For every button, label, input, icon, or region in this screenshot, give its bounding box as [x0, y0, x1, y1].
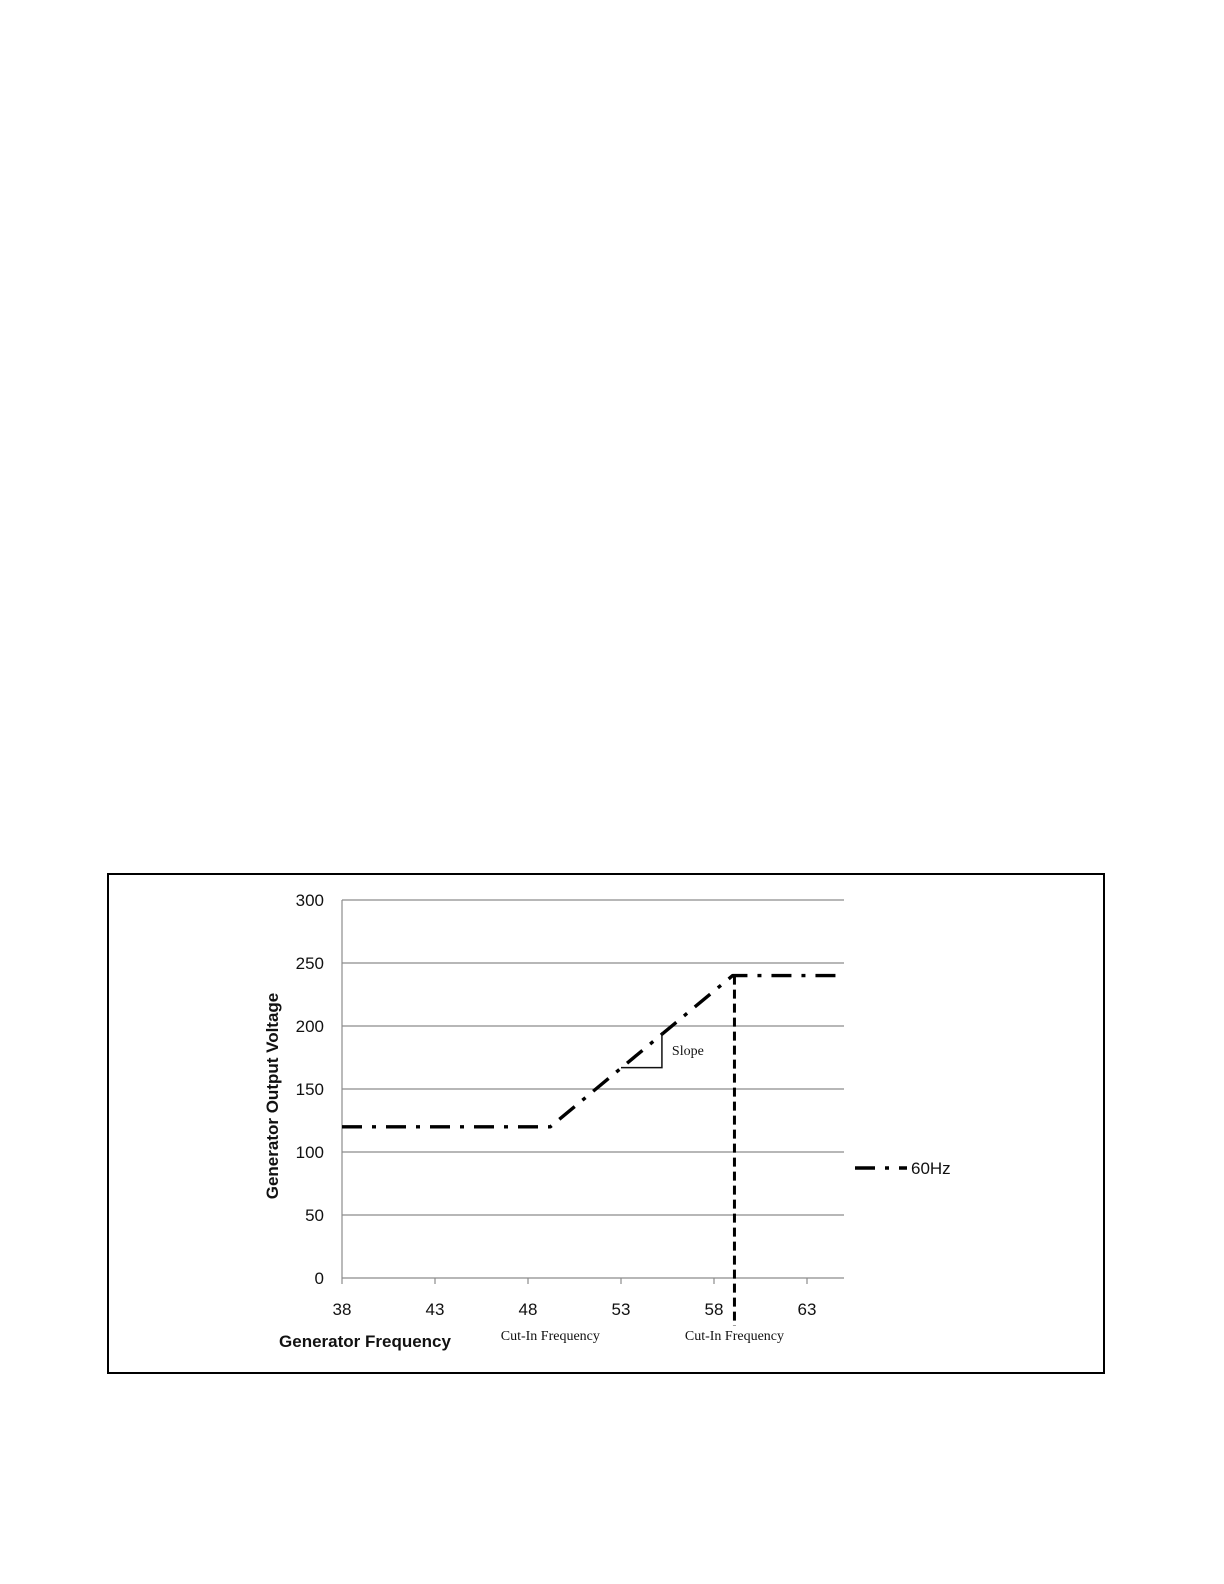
x-tick-label: 48 — [518, 1300, 538, 1319]
x-tick-label: 43 — [425, 1300, 445, 1319]
y-tick-label: 200 — [295, 1017, 324, 1036]
x-axis-ticks — [333, 1278, 817, 1319]
y-tick-label: 0 — [314, 1269, 324, 1288]
x-tick-label: 38 — [332, 1300, 352, 1319]
x-tick-label: 58 — [704, 1300, 724, 1319]
y-axis-ticks — [296, 891, 324, 1288]
legend — [855, 1159, 951, 1178]
annotations — [501, 1032, 784, 1344]
x-tick-label: 53 — [611, 1300, 631, 1319]
y-tick-label: 300 — [295, 891, 324, 910]
y-tick-label: 250 — [295, 954, 324, 973]
gridlines — [342, 900, 844, 1215]
legend-label: 60Hz — [911, 1159, 951, 1178]
y-tick-label: 150 — [295, 1080, 324, 1099]
cut-in-frequency-label: Cut-In Frequency — [500, 1329, 600, 1344]
x-axis-label: Generator Frequency — [279, 1332, 451, 1351]
series-line-60Hz — [342, 976, 844, 1127]
y-tick-label: 100 — [295, 1143, 324, 1162]
y-axis-label: Generator Output Voltage — [263, 992, 282, 1200]
y-tick-label: 50 — [305, 1206, 324, 1225]
x-tick-label: 63 — [797, 1300, 817, 1319]
cut-in-frequency-label: Cut-In Frequency — [684, 1329, 785, 1344]
slope-label: Slope — [671, 1043, 704, 1059]
series-layer — [342, 976, 844, 1127]
